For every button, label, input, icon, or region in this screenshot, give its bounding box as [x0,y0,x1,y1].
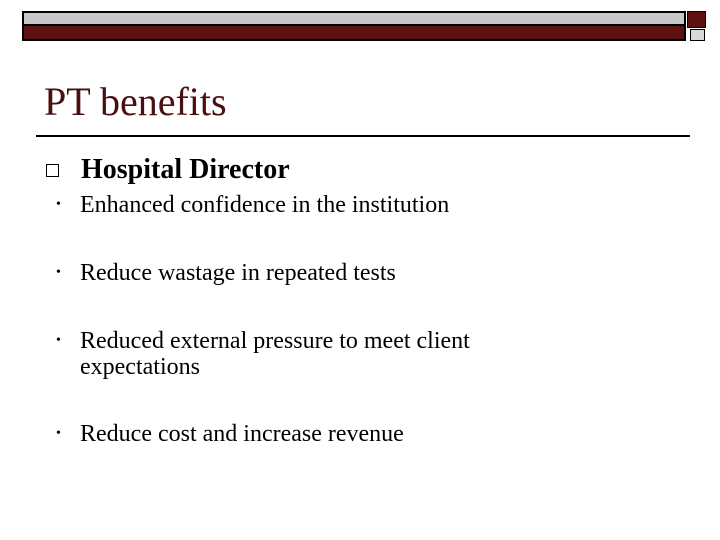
header-corner-small-block [690,29,705,41]
list-item-text: Reduce cost and increase revenue [80,421,404,447]
bullet-dot-icon: • [56,333,61,348]
bullet-dot-icon: • [56,197,61,212]
section-heading [44,152,290,188]
header-decorative-bar [22,11,686,41]
bullet-dot-icon: • [56,426,61,441]
bullet-dot-icon: • [56,265,61,280]
list-item-text: Reduce wastage in repeated tests [80,260,396,286]
list-item-text: Enhanced confidence in the institution [80,192,450,218]
header-corner-block [687,11,706,28]
list-item-text: Reduced external pressure to meet client expectations [80,328,470,380]
hollow-square-icon [46,164,59,177]
section-heading-text: Hospital Director [81,154,290,185]
title-divider [36,135,690,137]
header-bar-stripe [24,24,684,39]
slide-title: PT benefits [44,79,227,124]
